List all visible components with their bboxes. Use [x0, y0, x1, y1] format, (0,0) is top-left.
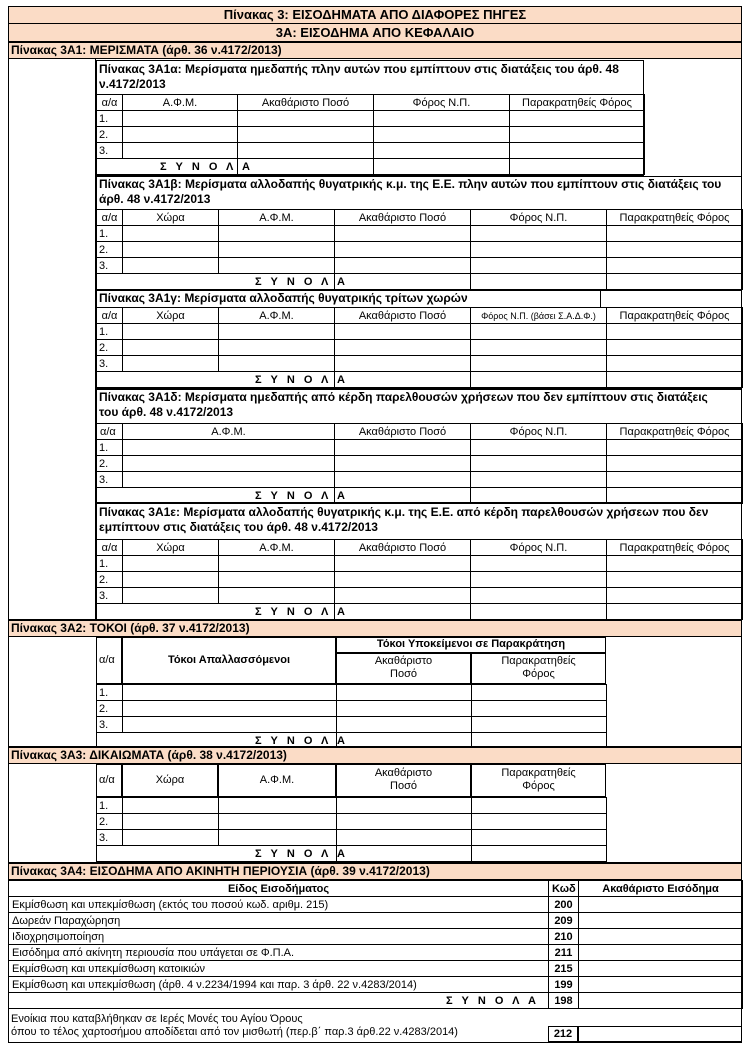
afm-field[interactable]	[219, 226, 335, 242]
withheld-field[interactable]	[510, 127, 645, 143]
total-gross-field[interactable]	[579, 993, 743, 1009]
row-number: 1.	[97, 685, 123, 701]
table-row	[97, 340, 743, 356]
gross-field[interactable]	[335, 556, 471, 572]
col-header-withheld: Παρακρατηθείς Φόρος	[607, 424, 743, 440]
totals-label: Σ Υ Ν Ο Λ Α	[160, 160, 253, 173]
tax-field[interactable]	[374, 127, 510, 143]
code-label: 212	[548, 1026, 578, 1042]
col-header-tax: Φόρος Ν.Π.	[471, 424, 607, 440]
gross-field[interactable]	[335, 242, 471, 258]
withheld-field[interactable]	[607, 226, 743, 242]
gross-field[interactable]	[335, 440, 471, 456]
row-number: 3.	[97, 588, 123, 604]
table-3a1d-grid	[96, 423, 743, 504]
afm-field[interactable]	[123, 111, 238, 127]
row-number: 2.	[97, 340, 123, 356]
col-header-afm: Α.Φ.Μ.	[219, 308, 335, 324]
withheld-field[interactable]	[607, 556, 743, 572]
col-header-gross: Ακαθάριστο Ποσό	[335, 210, 471, 226]
total-withheld-field[interactable]	[607, 274, 743, 290]
tax-field[interactable]	[472, 717, 607, 733]
col-header-tax: Φόρος Ν.Π.	[471, 210, 607, 226]
withheld-field[interactable]	[607, 356, 743, 372]
code-label: 200	[549, 897, 579, 913]
exempt-field[interactable]	[123, 685, 337, 701]
col-header-tax: Παρακρατηθείς Φόρος	[501, 655, 576, 680]
col-header-aa: α/α	[97, 540, 123, 556]
col-header-withheld: Παρακρατηθείς Φόρος	[607, 210, 743, 226]
col-header-withheld: Παρακρατηθείς Φόρος	[607, 308, 743, 324]
rent-holy-monasteries-field[interactable]	[578, 1026, 742, 1042]
afm-field[interactable]	[219, 814, 337, 830]
gross-field[interactable]	[337, 685, 472, 701]
withheld-field[interactable]	[607, 572, 743, 588]
gross-field[interactable]	[579, 913, 743, 929]
row-number: 1.	[97, 798, 123, 814]
code-label: 199	[549, 977, 579, 993]
table-row	[9, 977, 743, 993]
col-header-tax: Φόρος Ν.Π.	[471, 540, 607, 556]
row-number: 3.	[97, 143, 123, 159]
country-field[interactable]	[123, 588, 219, 604]
table-row	[97, 226, 743, 242]
total-gross-field[interactable]	[337, 846, 472, 862]
tax-field[interactable]	[471, 226, 607, 242]
row-number: 2.	[97, 242, 123, 258]
table-3a1c-title: Πίνακας 3Α1γ: Μερίσματα αλλοδαπής θυγατρικής τρίτων χωρών	[99, 291, 468, 305]
withheld-field[interactable]	[607, 472, 743, 488]
total-gross-field[interactable]	[238, 159, 374, 175]
country-field[interactable]	[123, 356, 219, 372]
row-number: 3.	[97, 258, 123, 274]
tax-field[interactable]	[374, 143, 510, 159]
totals-label: Σ Υ Ν Ο Λ Α	[255, 605, 348, 618]
afm-field[interactable]	[123, 127, 238, 143]
table-row	[97, 717, 607, 733]
country-field[interactable]	[123, 340, 219, 356]
afm-field[interactable]	[219, 324, 335, 340]
col-header-afm: Α.Φ.Μ.	[219, 210, 335, 226]
row-number: 1.	[97, 324, 123, 340]
col-header-afm: Α.Φ.Μ.	[219, 540, 335, 556]
country-field[interactable]	[123, 258, 219, 274]
total-tax-field[interactable]	[471, 604, 607, 620]
country-field[interactable]	[123, 324, 219, 340]
col-header-gross: Ακαθάριστο Ποσό	[335, 308, 471, 324]
row-label: Εκμίσθωση και υπεκμίσθωση (εκτός του ποσού κωδ. αριθμ. 215)	[9, 897, 549, 913]
table-row	[9, 961, 743, 977]
row-number: 1.	[97, 111, 123, 127]
col-header-aa: α/α	[97, 424, 123, 440]
table-3a1c-grid	[96, 307, 743, 388]
afm-field[interactable]	[219, 258, 335, 274]
withheld-field[interactable]	[510, 111, 645, 127]
gross-field[interactable]	[337, 798, 472, 814]
code-label: 211	[549, 945, 579, 961]
total-withheld-field[interactable]	[607, 372, 743, 388]
total-gross-field[interactable]	[335, 372, 471, 388]
gross-field[interactable]	[335, 356, 471, 372]
col-header-afm: Α.Φ.Μ.	[123, 424, 335, 440]
col-header-gross: Ακαθάριστο Ποσό	[238, 95, 374, 111]
tax-field[interactable]	[471, 588, 607, 604]
gross-field[interactable]	[335, 324, 471, 340]
col-header-aa: α/α	[99, 774, 115, 786]
table-3a2-grid	[96, 684, 607, 749]
row-number: 3.	[97, 830, 123, 846]
country-field[interactable]	[123, 830, 219, 846]
total-tax-field[interactable]	[374, 159, 510, 175]
row-number: 2.	[97, 572, 123, 588]
row-number: 1.	[97, 556, 123, 572]
table-3a4-grid	[8, 880, 743, 1009]
col-header-type: Είδος Εισοδήματος	[9, 881, 549, 897]
table-row	[9, 913, 743, 929]
totals-label: Σ Υ Ν Ο Λ Α	[255, 373, 348, 386]
col-header-tax-sadf: Φόρος Ν.Π. (βάσει Σ.Α.Δ.Φ.)	[471, 308, 607, 324]
table-row	[97, 685, 607, 701]
afm-field[interactable]	[219, 556, 335, 572]
afm-field[interactable]	[219, 588, 335, 604]
gross-field[interactable]	[579, 897, 743, 913]
col-header-afm: Α.Φ.Μ.	[259, 774, 295, 786]
country-field[interactable]	[123, 798, 219, 814]
table-3a1e-title: Πίνακας 3Α1ε: Μερίσματα αλλοδαπής θυγατρικής κ.μ. της Ε.Ε. από κέρδη παρελθουσών χρήσεων που δεν εμπίπτουν στις διατάξεις του άρθ. 48 ν.4172/2013	[99, 505, 709, 534]
col-header-aa: α/α	[97, 308, 123, 324]
form-title: Πίνακας 3: ΕΙΣΟΔΗΜΑΤΑ ΑΠΟ ΔΙΑΦΟΡΕΣ ΠΗΓΕΣ	[223, 7, 527, 22]
table-row	[97, 440, 743, 456]
code-label: 209	[549, 913, 579, 929]
table-row	[9, 897, 743, 913]
tax-field[interactable]	[472, 798, 607, 814]
gross-field[interactable]	[337, 717, 472, 733]
form-subtitle: 3Α: ΕΙΣΟΔΗΜΑ ΑΠΟ ΚΕΦΑΛΑΙΟ	[275, 25, 475, 40]
row-number: 2.	[97, 814, 123, 830]
row-number: 2.	[97, 701, 123, 717]
gross-field[interactable]	[335, 258, 471, 274]
gross-field[interactable]	[337, 814, 472, 830]
code-label: 215	[549, 961, 579, 977]
totals-label: Σ Υ Ν Ο Λ Α	[255, 275, 348, 288]
col-header-aa: α/α	[97, 95, 123, 111]
tax-field[interactable]	[471, 556, 607, 572]
gross-field[interactable]	[579, 929, 743, 945]
table-row	[97, 324, 743, 340]
table-row	[97, 572, 743, 588]
total-gross-field[interactable]	[335, 604, 471, 620]
table-3a1e-grid	[96, 539, 743, 620]
col-header-tax: Φόρος Ν.Π.	[374, 95, 510, 111]
country-field[interactable]	[123, 814, 219, 830]
gross-field[interactable]	[238, 143, 374, 159]
total-tax-field[interactable]	[472, 846, 607, 862]
table-3a1d-title: Πίνακας 3Α1δ: Μερίσματα ημεδαπής από κέρδη παρελθουσών χρήσεων που δεν εμπίπτουν στις διατάξεις του άρθ. 48 ν.4172/2013	[99, 390, 708, 419]
code-label: 210	[549, 929, 579, 945]
withheld-field[interactable]	[607, 324, 743, 340]
table-row	[97, 814, 607, 830]
section-3a1-title: Πίνακας 3Α1: ΜΕΡΙΣΜΑΤΑ (άρθ. 36 ν.4172/2013)	[11, 43, 282, 57]
tax-field[interactable]	[471, 258, 607, 274]
afm-field[interactable]	[219, 830, 337, 846]
total-withheld-field[interactable]	[607, 488, 743, 504]
col-header-tax: Παρακρατηθείς Φόρος	[501, 767, 576, 792]
table-row	[97, 258, 743, 274]
table-row	[97, 127, 645, 143]
table-row	[97, 798, 607, 814]
col-header-country: Χώρα	[123, 210, 219, 226]
row-label: Ιδιοχρησιμοποίηση	[9, 929, 549, 945]
table-row	[97, 143, 645, 159]
tax-field[interactable]	[472, 830, 607, 846]
gross-field[interactable]	[238, 127, 374, 143]
col-header-country: Χώρα	[123, 308, 219, 324]
total-gross-field[interactable]	[335, 274, 471, 290]
section-3a4-title: Πίνακας 3Α4: ΕΙΣΟΔΗΜΑ ΑΠΟ ΑΚΙΝΗΤΗ ΠΕΡΙΟΥΣΙΑ (άρθ. 39 ν.4172/2013)	[11, 864, 430, 878]
row-label: Εκμίσθωση και υπεκμίσθωση κατοικιών	[9, 961, 549, 977]
withheld-field[interactable]	[607, 258, 743, 274]
withheld-field[interactable]	[607, 588, 743, 604]
country-field[interactable]	[123, 572, 219, 588]
afm-field[interactable]	[123, 472, 335, 488]
gross-field[interactable]	[337, 701, 472, 717]
table-3a1b-title: Πίνακας 3Α1β: Μερίσματα αλλοδαπής θυγατρικής κ.μ. της Ε.Ε. πλην αυτών που εμπίπτουν στις διατάξεις του άρθ. 48 ν.4172/2013	[99, 177, 722, 206]
section-3a3-title: Πίνακας 3Α3: ΔΙΚΑΙΩΜΑΤΑ (άρθ. 38 ν.4172/2013)	[11, 748, 287, 762]
col-header-aa: α/α	[99, 654, 115, 666]
col-header-code: Κωδ	[549, 881, 579, 897]
table-row	[97, 111, 645, 127]
gross-field[interactable]	[335, 588, 471, 604]
gross-field[interactable]	[335, 572, 471, 588]
row-number: 2.	[97, 456, 123, 472]
col-header-afm: Α.Φ.Μ.	[123, 95, 238, 111]
total-tax-field[interactable]	[471, 274, 607, 290]
table-row	[97, 456, 743, 472]
col-header-aa: α/α	[97, 210, 123, 226]
withheld-field[interactable]	[510, 143, 645, 159]
table-row	[97, 701, 607, 717]
totals-label: Σ Υ Ν Ο Λ Α	[255, 734, 348, 747]
tax-field[interactable]	[374, 111, 510, 127]
row-number: 3.	[97, 717, 123, 733]
col-header-country: Χώρα	[123, 540, 219, 556]
col-header-withheld: Παρακρατηθείς Φόρος	[607, 540, 743, 556]
tax-field[interactable]	[471, 472, 607, 488]
tax-field[interactable]	[471, 456, 607, 472]
total-withheld-field[interactable]	[607, 604, 743, 620]
row-number: 1.	[97, 440, 123, 456]
tax-field[interactable]	[471, 440, 607, 456]
gross-field[interactable]	[335, 472, 471, 488]
row-label: Εισόδημα από ακίνητη περιουσία που υπάγεται σε Φ.Π.Α.	[9, 945, 549, 961]
table-3a1b-grid	[96, 209, 743, 290]
totals-label: Σ Υ Ν Ο Λ Α	[255, 847, 348, 860]
row-label: Δωρεάν Παραχώρηση	[9, 913, 549, 929]
col-header-exempt: Τόκοι Απαλλασσόμενοι	[167, 654, 291, 666]
tax-field[interactable]	[471, 356, 607, 372]
footer-note-line1: Ενοίκια που καταβλήθηκαν σε Ιερές Μονές του Αγίου Όρους	[11, 1013, 303, 1025]
tax-field[interactable]	[471, 572, 607, 588]
totals-label: Σ Υ Ν Ο Λ Α	[446, 994, 539, 1007]
exempt-field[interactable]	[123, 701, 337, 717]
table-3a3-grid	[96, 797, 607, 862]
totals-label: Σ Υ Ν Ο Λ Α	[255, 489, 348, 502]
afm-field[interactable]	[123, 456, 335, 472]
gross-field[interactable]	[337, 830, 472, 846]
withheld-field[interactable]	[607, 440, 743, 456]
country-field[interactable]	[123, 242, 219, 258]
tax-field[interactable]	[472, 814, 607, 830]
col-header-withheld: Παρακρατηθείς Φόρος	[510, 95, 645, 111]
tax-field[interactable]	[471, 324, 607, 340]
gross-field[interactable]	[335, 456, 471, 472]
afm-field[interactable]	[219, 572, 335, 588]
afm-field[interactable]	[219, 798, 337, 814]
row-number: 1.	[97, 226, 123, 242]
table-row	[97, 472, 743, 488]
tax-field[interactable]	[472, 701, 607, 717]
tax-field[interactable]	[471, 242, 607, 258]
col-header-gross: Ακαθάριστο Ποσό	[374, 767, 433, 792]
table-row	[97, 830, 607, 846]
afm-field[interactable]	[219, 242, 335, 258]
table-row	[97, 556, 743, 572]
table-row	[9, 945, 743, 961]
afm-field[interactable]	[123, 440, 335, 456]
total-tax-field[interactable]	[471, 488, 607, 504]
gross-field[interactable]	[579, 977, 743, 993]
gross-field[interactable]	[579, 961, 743, 977]
col-header-gross: Ακαθάριστο Ποσό	[374, 655, 433, 680]
gross-field[interactable]	[579, 945, 743, 961]
withheld-field[interactable]	[607, 340, 743, 356]
row-number: 2.	[97, 127, 123, 143]
country-field[interactable]	[123, 226, 219, 242]
afm-field[interactable]	[219, 340, 335, 356]
table-row	[97, 242, 743, 258]
row-number: 3.	[97, 356, 123, 372]
col-header-gross: Ακαθάριστο Ποσό	[335, 424, 471, 440]
table-3a1a-grid	[96, 94, 645, 175]
table-row	[97, 356, 743, 372]
exempt-field[interactable]	[123, 717, 337, 733]
col-header-gross: Ακαθάριστο Εισόδημα	[579, 881, 743, 897]
code-label: 198	[549, 993, 579, 1009]
footer-note-line2: όπου το τέλος χαρτοσήμου αποδίδεται από τον μισθωτή (περ.β΄ παρ.3 άρθ.22 ν.4283/2014)	[11, 1026, 458, 1038]
row-number: 3.	[97, 472, 123, 488]
withheld-field[interactable]	[607, 242, 743, 258]
total-gross-field[interactable]	[335, 488, 471, 504]
tax-field[interactable]	[472, 685, 607, 701]
col-header-country: Χώρα	[155, 774, 185, 786]
gross-field[interactable]	[238, 111, 374, 127]
afm-field[interactable]	[123, 143, 238, 159]
table-3a1a-title: Πίνακας 3Α1α: Μερίσματα ημεδαπής πλην αυτών που εμπίπτουν στις διατάξεις του άρθ. 48 ν.4172/2013	[99, 62, 619, 91]
tax-field[interactable]	[471, 340, 607, 356]
col-header-withheld-group: Τόκοι Υποκείμενοι σε Παρακράτηση	[376, 638, 566, 650]
table-row	[97, 588, 743, 604]
gross-field[interactable]	[335, 340, 471, 356]
country-field[interactable]	[123, 556, 219, 572]
table-row	[9, 929, 743, 945]
total-withheld-field[interactable]	[510, 159, 645, 175]
gross-field[interactable]	[335, 226, 471, 242]
section-3a2-title: Πίνακας 3Α2: ΤΟΚΟΙ (άρθ. 37 ν.4172/2013)	[11, 621, 250, 635]
total-tax-field[interactable]	[471, 372, 607, 388]
col-header-gross: Ακαθάριστο Ποσό	[335, 540, 471, 556]
afm-field[interactable]	[219, 356, 335, 372]
row-label: Εκμίσθωση και υπεκμίσθωση (άρθ. 4 ν.2234/1994 και παρ. 3 άρθ. 22 ν.4283/2014)	[9, 977, 549, 993]
withheld-field[interactable]	[607, 456, 743, 472]
